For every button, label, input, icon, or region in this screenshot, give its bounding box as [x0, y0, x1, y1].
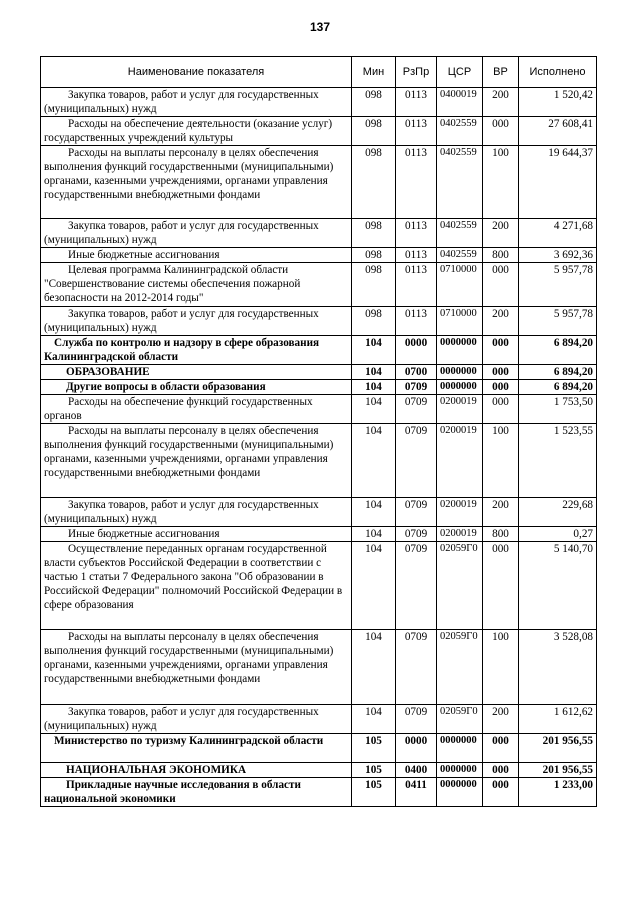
table-row [41, 380, 597, 395]
row-done: 3 528,08 [519, 630, 597, 705]
row-csr: 0200019 [437, 395, 483, 424]
row-name: Иные бюджетные ассигнования [41, 248, 352, 263]
row-min: 104 [352, 380, 396, 395]
row-csr: 0710000 [437, 307, 483, 336]
row-name: Осуществление переданных органам государственной власти субъектов Российской Федерации в соответствии с частью 1 статьи 7 Федерального закона "Об образовании в Российской Федерации" полномочий Российской Федерации в сфере образования [41, 542, 352, 630]
table-row [41, 88, 597, 117]
table-row [41, 307, 597, 336]
row-min: 105 [352, 763, 396, 778]
row-csr: 0000000 [437, 380, 483, 395]
row-min: 098 [352, 307, 396, 336]
row-vr: 000 [483, 734, 519, 763]
row-min: 104 [352, 365, 396, 380]
row-min: 105 [352, 778, 396, 807]
row-min: 098 [352, 263, 396, 307]
row-min: 098 [352, 117, 396, 146]
table-row [41, 778, 597, 807]
row-name: Расходы на выплаты персоналу в целях обеспечения выполнения функций государственными (муниципальными) органами, казенными учреждениями, органами управления государственными внебюджетными фондами [41, 424, 352, 498]
row-min: 098 [352, 219, 396, 248]
row-done: 27 608,41 [519, 117, 597, 146]
row-rzpr: 0113 [396, 248, 437, 263]
table-row [41, 263, 597, 307]
row-name: Закупка товаров, работ и услуг для государственных (муниципальных) нужд [41, 705, 352, 734]
table-row [41, 527, 597, 542]
row-min: 104 [352, 395, 396, 424]
row-name: Иные бюджетные ассигнования [41, 527, 352, 542]
row-rzpr: 0113 [396, 88, 437, 117]
row-min: 098 [352, 248, 396, 263]
row-done: 1 520,42 [519, 88, 597, 117]
row-done: 4 271,68 [519, 219, 597, 248]
row-name: Закупка товаров, работ и услуг для государственных (муниципальных) нужд [41, 219, 352, 248]
row-done: 201 956,55 [519, 763, 597, 778]
row-done: 201 956,55 [519, 734, 597, 763]
row-vr: 000 [483, 336, 519, 365]
row-done: 5 957,78 [519, 307, 597, 336]
row-done: 6 894,20 [519, 336, 597, 365]
row-done: 6 894,20 [519, 365, 597, 380]
table-row [41, 705, 597, 734]
row-done: 6 894,20 [519, 380, 597, 395]
header-name: Наименование показателя [41, 57, 352, 88]
row-csr: 0710000 [437, 263, 483, 307]
row-vr: 000 [483, 778, 519, 807]
row-rzpr: 0113 [396, 219, 437, 248]
row-csr: 0000000 [437, 365, 483, 380]
table-row [41, 763, 597, 778]
table-row [41, 542, 597, 630]
row-vr: 000 [483, 395, 519, 424]
row-vr: 100 [483, 424, 519, 498]
row-done: 5 957,78 [519, 263, 597, 307]
row-vr: 000 [483, 365, 519, 380]
header-done: Исполнено [519, 57, 597, 88]
row-rzpr: 0709 [396, 630, 437, 705]
table-row [41, 248, 597, 263]
table-row [41, 365, 597, 380]
header-csr: ЦСР [437, 57, 483, 88]
row-vr: 200 [483, 307, 519, 336]
row-csr: 02059Г0 [437, 705, 483, 734]
row-min: 098 [352, 146, 396, 219]
row-name: НАЦИОНАЛЬНАЯ ЭКОНОМИКА [41, 763, 352, 778]
row-rzpr: 0000 [396, 336, 437, 365]
row-done: 3 692,36 [519, 248, 597, 263]
row-done: 5 140,70 [519, 542, 597, 630]
budget-table [40, 56, 597, 807]
row-name: Закупка товаров, работ и услуг для государственных (муниципальных) нужд [41, 498, 352, 527]
table-row [41, 219, 597, 248]
row-rzpr: 0113 [396, 117, 437, 146]
row-done: 229,68 [519, 498, 597, 527]
row-vr: 000 [483, 263, 519, 307]
row-csr: 0200019 [437, 527, 483, 542]
row-vr: 100 [483, 146, 519, 219]
row-min: 104 [352, 630, 396, 705]
row-rzpr: 0113 [396, 263, 437, 307]
row-name: Служба по контролю и надзору в сфере образования Калининградской области [41, 336, 352, 365]
row-csr: 0000000 [437, 336, 483, 365]
row-csr: 02059Г0 [437, 630, 483, 705]
row-done: 1 233,00 [519, 778, 597, 807]
row-min: 105 [352, 734, 396, 763]
row-min: 104 [352, 498, 396, 527]
row-csr: 0402559 [437, 146, 483, 219]
table-row [41, 395, 597, 424]
row-name: ОБРАЗОВАНИЕ [41, 365, 352, 380]
table-row [41, 498, 597, 527]
row-rzpr: 0411 [396, 778, 437, 807]
row-csr: 0200019 [437, 424, 483, 498]
row-csr: 0402559 [437, 248, 483, 263]
header-min: Мин [352, 57, 396, 88]
row-rzpr: 0709 [396, 542, 437, 630]
row-csr: 0400019 [437, 88, 483, 117]
page-number: 137 [309, 20, 331, 34]
row-vr: 000 [483, 542, 519, 630]
row-name: Прикладные научные исследования в области национальной экономики [41, 778, 352, 807]
table-row [41, 424, 597, 498]
row-csr: 0000000 [437, 778, 483, 807]
row-min: 104 [352, 336, 396, 365]
row-name: Закупка товаров, работ и услуг для государственных (муниципальных) нужд [41, 307, 352, 336]
row-vr: 200 [483, 705, 519, 734]
row-csr: 0200019 [437, 498, 483, 527]
header-vr: ВР [483, 57, 519, 88]
row-csr: 02059Г0 [437, 542, 483, 630]
row-vr: 200 [483, 219, 519, 248]
row-name: Другие вопросы в области образования [41, 380, 352, 395]
row-min: 104 [352, 424, 396, 498]
row-rzpr: 0400 [396, 763, 437, 778]
row-name: Расходы на обеспечение функций государственных органов [41, 395, 352, 424]
row-rzpr: 0709 [396, 498, 437, 527]
row-vr: 200 [483, 498, 519, 527]
row-rzpr: 0113 [396, 146, 437, 219]
row-name: Расходы на выплаты персоналу в целях обеспечения выполнения функций государственными (муниципальными) органами, казенными учреждениями, органами управления государственными внебюджетными фондами [41, 630, 352, 705]
row-rzpr: 0709 [396, 424, 437, 498]
row-vr: 800 [483, 248, 519, 263]
row-min: 104 [352, 527, 396, 542]
row-done: 19 644,37 [519, 146, 597, 219]
row-csr: 0000000 [437, 734, 483, 763]
table-row [41, 146, 597, 219]
row-done: 1 753,50 [519, 395, 597, 424]
row-rzpr: 0709 [396, 705, 437, 734]
row-vr: 100 [483, 630, 519, 705]
row-vr: 200 [483, 88, 519, 117]
row-csr: 0000000 [437, 763, 483, 778]
row-name: Расходы на выплаты персоналу в целях обеспечения выполнения функций государственными (муниципальными) органами, казенными учреждениями, органами управления государственными внебюджетными фондами [41, 146, 352, 219]
row-vr: 000 [483, 763, 519, 778]
row-rzpr: 0700 [396, 365, 437, 380]
table-row [41, 630, 597, 705]
row-name: Расходы на обеспечение деятельности (оказание услуг) государственных учреждений культуры [41, 117, 352, 146]
row-done: 1 612,62 [519, 705, 597, 734]
row-rzpr: 0113 [396, 307, 437, 336]
row-rzpr: 0709 [396, 395, 437, 424]
header-rzpr: РзПр [396, 57, 437, 88]
table-header-row [41, 57, 597, 88]
row-vr: 000 [483, 380, 519, 395]
table-row [41, 734, 597, 763]
row-rzpr: 0709 [396, 527, 437, 542]
row-csr: 0402559 [437, 117, 483, 146]
row-rzpr: 0000 [396, 734, 437, 763]
row-min: 098 [352, 88, 396, 117]
row-name: Министерство по туризму Калининградской области [41, 734, 352, 763]
row-min: 104 [352, 705, 396, 734]
row-csr: 0402559 [437, 219, 483, 248]
row-vr: 000 [483, 117, 519, 146]
table-row [41, 336, 597, 365]
row-done: 1 523,55 [519, 424, 597, 498]
row-min: 104 [352, 542, 396, 630]
row-vr: 800 [483, 527, 519, 542]
row-done: 0,27 [519, 527, 597, 542]
table-row [41, 117, 597, 146]
row-rzpr: 0709 [396, 380, 437, 395]
row-name: Закупка товаров, работ и услуг для государственных (муниципальных) нужд [41, 88, 352, 117]
row-name: Целевая программа Калининградской области "Совершенствование системы обеспечения пожарной безопасности на 2012-2014 годы" [41, 263, 352, 307]
